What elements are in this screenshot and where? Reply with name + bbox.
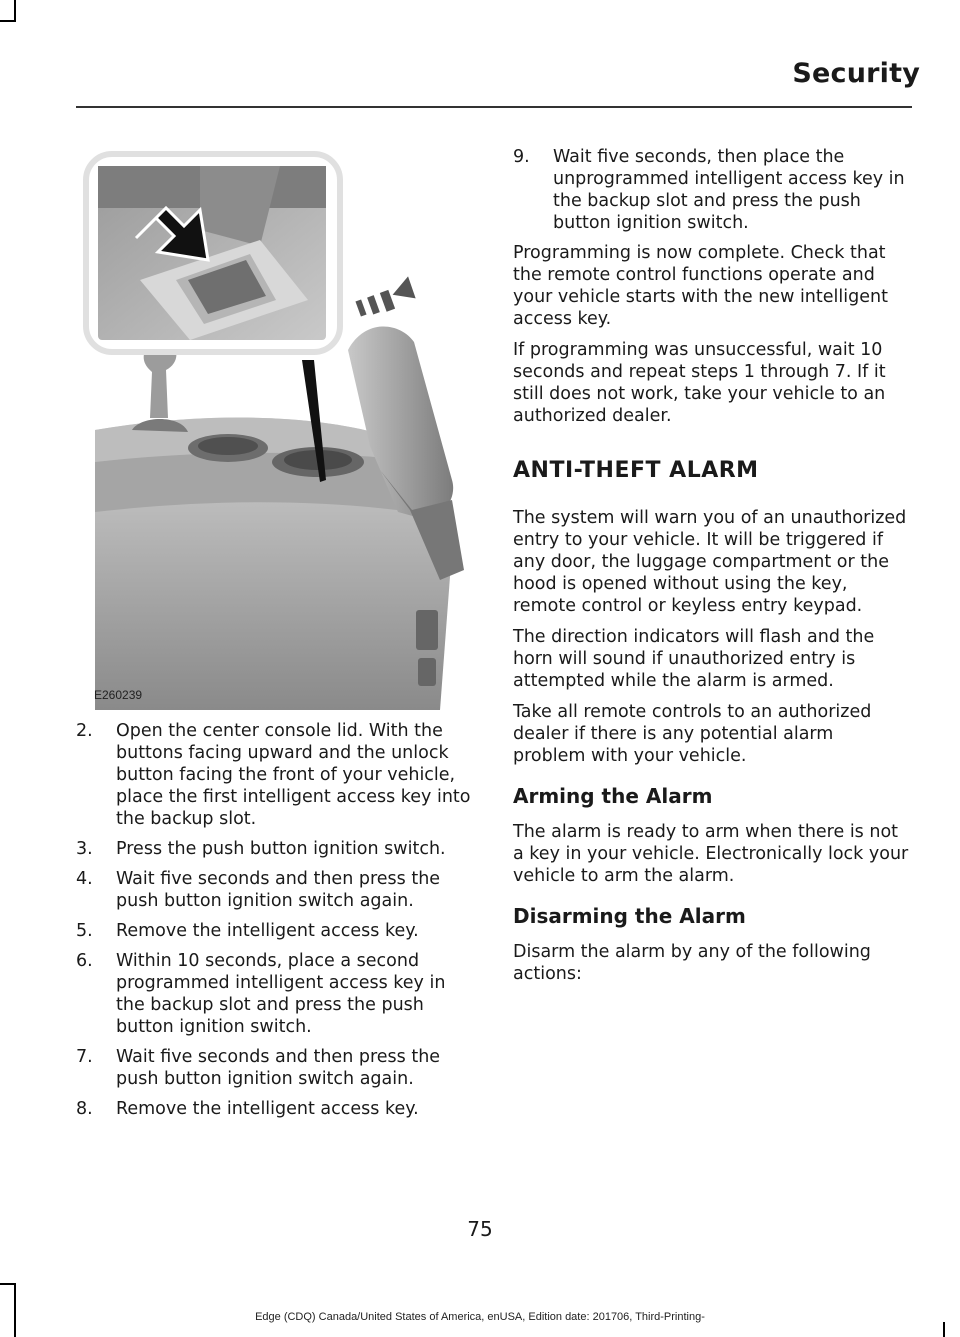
steps-list-left	[76, 720, 476, 1120]
step-number: 9.	[513, 147, 530, 167]
step-6	[76, 950, 476, 1038]
subsection-title-arming: Arming the Alarm	[513, 784, 713, 808]
step-4	[76, 868, 476, 912]
step-7	[76, 1046, 476, 1090]
alarm-paragraph-2: The direction indicators will flash and the horn will sound if unauthorized entry is attempted while the alarm is armed.	[513, 627, 875, 691]
step-2	[76, 720, 476, 830]
disarming-text: Disarm the alarm by any of the following actions:	[513, 942, 871, 984]
step-text: Within 10 seconds, place a second programmed intelligent access key in the backup slot and press the push button ignition switch.	[116, 951, 446, 1037]
step-5	[76, 920, 476, 942]
step-number: 8.	[76, 1099, 93, 1119]
console-illustration-graphic	[80, 150, 480, 710]
step-number: 4.	[76, 869, 93, 889]
footer-edition-text: Edge (CDQ) Canada/United States of America, enUSA, Edition date: 201706, Third-Printing-	[255, 1311, 705, 1323]
step-number: 3.	[76, 839, 93, 859]
step-text: Wait five seconds, then place the unprogrammed intelligent access key in the backup slot and press the push button ignition switch.	[553, 147, 905, 233]
programming-complete-text: Programming is now complete. Check that the remote control functions operate and your vehicle starts with the new intelligent access key.	[513, 243, 888, 329]
step-number: 7.	[76, 1047, 93, 1067]
subsection-title-disarming: Disarming the Alarm	[513, 904, 746, 928]
arming-text: The alarm is ready to arm when there is not a key in your vehicle. Electronically lock your vehicle to arm the alarm.	[513, 822, 909, 886]
step-number: 5.	[76, 921, 93, 941]
step-text: Remove the intelligent access key.	[116, 1099, 419, 1119]
console-illustration	[80, 150, 480, 710]
step-number: 2.	[76, 721, 93, 741]
step-9	[513, 146, 911, 234]
figure-code: E260239	[94, 688, 143, 702]
step-text: Press the push button ignition switch.	[116, 839, 446, 859]
step-number: 6.	[76, 951, 93, 971]
crop-mark-bottom-left-h	[0, 1283, 16, 1285]
step-3	[76, 838, 476, 860]
crop-mark-top-left-v	[14, 0, 16, 22]
step-text: Wait five seconds and then press the push button ignition switch again.	[116, 869, 441, 911]
page-number: 75	[467, 1217, 493, 1241]
crop-mark-bottom-right-v	[943, 1322, 945, 1337]
crop-mark-top-left-h	[0, 20, 16, 22]
crop-mark-bottom-left-v	[14, 1283, 16, 1337]
step-text: Open the center console lid. With the buttons facing upward and the unlock button facing the front of your vehicle, place the first intelligent access key into the backup slot.	[116, 721, 471, 829]
page-header-title: Security	[792, 58, 920, 89]
header-divider	[76, 106, 912, 108]
programming-failed-text: If programming was unsuccessful, wait 10 seconds and repeat steps 1 through 7. If it still does not work, take your vehicle to an authorized dealer.	[513, 340, 886, 426]
step-text: Remove the intelligent access key.	[116, 921, 419, 941]
step-8	[76, 1098, 476, 1120]
section-title-anti-theft-alarm: ANTI-THEFT ALARM	[513, 458, 759, 483]
step-text: Wait five seconds and then press the push button ignition switch again.	[116, 1047, 441, 1089]
alarm-paragraph-3: Take all remote controls to an authorized dealer if there is any potential alarm problem with your vehicle.	[513, 702, 872, 766]
right-column	[513, 146, 911, 994]
steps-list-right	[513, 146, 911, 234]
left-column	[76, 720, 476, 1128]
alarm-paragraph-1: The system will warn you of an unauthorized entry to your vehicle. It will be triggered if any door, the luggage compartment or the hood is opened without using the key, remote control or keyless entry keypad.	[513, 508, 907, 616]
